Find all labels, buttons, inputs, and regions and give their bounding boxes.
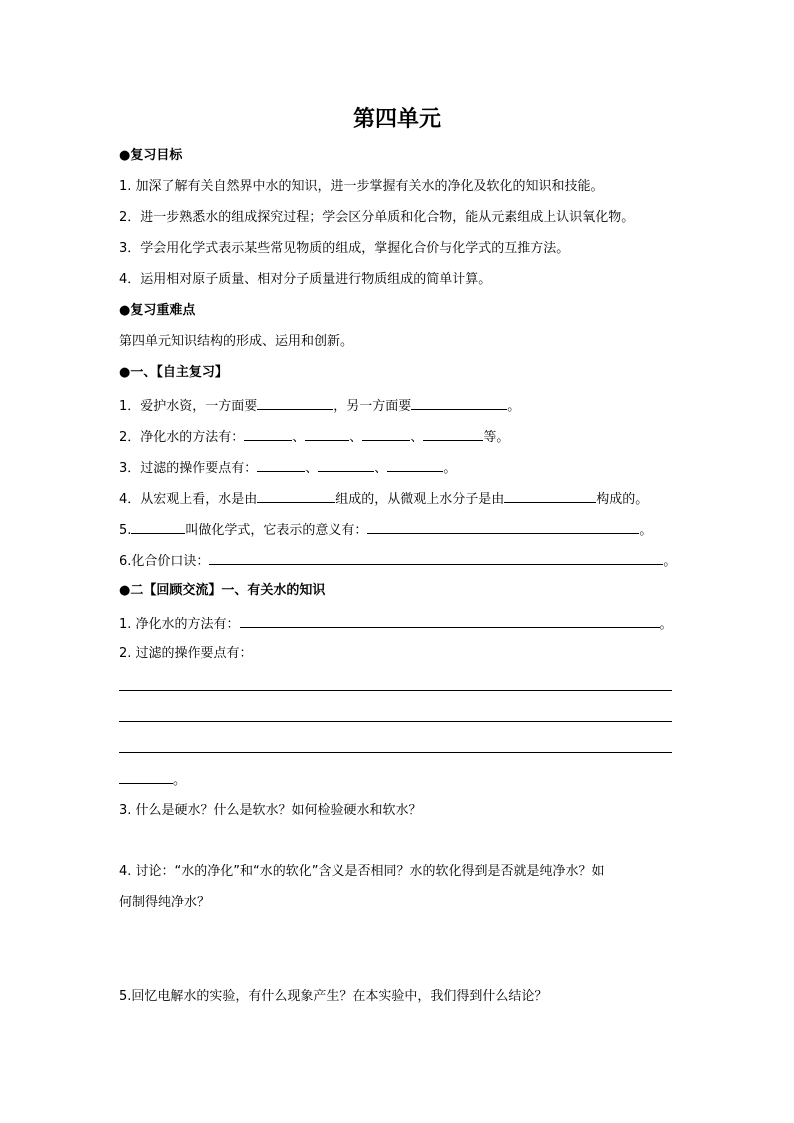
exchange-q2-tail: [119, 770, 186, 790]
answer-blank[interactable]: [504, 489, 596, 503]
self-q1-text-b: ，另一方面要: [333, 399, 412, 414]
answer-blank[interactable]: [257, 396, 333, 410]
self-q6-text-a: 6.化合价口诀：: [119, 554, 210, 569]
exchange-q1: [119, 614, 673, 634]
separator: 、: [292, 430, 306, 445]
answer-blank[interactable]: [423, 427, 483, 441]
answer-blank[interactable]: [411, 396, 507, 410]
self-q3-text-a: 3．过滤的操作要点有：: [119, 461, 258, 476]
key-heading: ●复习重难点: [119, 303, 196, 318]
separator: 、: [410, 430, 424, 445]
self-q5-text-b: 叫做化学式，它表示的意义有：: [185, 523, 368, 538]
exchange-q3: 3. 什么是硬水？什么是软水？如何检验硬水和软水？: [119, 803, 422, 818]
goal-item-4: 4．运用相对原子质量、相对分子质量进行物质组成的简单计算。: [119, 272, 492, 287]
separator: 、: [349, 430, 363, 445]
answer-blank[interactable]: [305, 427, 349, 441]
answer-blank[interactable]: [119, 770, 173, 784]
answer-blank[interactable]: [240, 614, 660, 628]
answer-blank[interactable]: [318, 458, 374, 472]
goals-heading: ●复习目标: [119, 148, 183, 163]
exchange-q2: 2. 过滤的操作要点有：: [119, 646, 253, 661]
exchange-q1-text-a: 1. 净化水的方法有：: [119, 617, 240, 632]
goal-item-3: 3．学会用化学式表示某些常见物质的组成，掌握化合价与化学式的互推方法。: [119, 241, 570, 256]
exchange-q4-line2: 何制得纯净水？: [119, 895, 211, 910]
self-q4-text-c: 构成的。: [596, 492, 649, 507]
self-q5: [119, 520, 652, 540]
goal-item-1: 1. 加深了解有关自然界中水的知识，进一步掌握有关水的净化及软化的知识和技能。: [119, 179, 604, 194]
self-q5-text-a: 5.: [119, 523, 132, 538]
self-q6-text-c: 。: [663, 554, 677, 569]
exchange-q2-end: 。: [173, 773, 187, 788]
self-q3-end: 。: [443, 461, 457, 476]
exchange-q1-text-c: 。: [659, 617, 673, 632]
self-q4-text-a: 4．从宏观上看，水是由: [119, 492, 258, 507]
answer-blank[interactable]: [367, 520, 639, 534]
self-q2-text-a: 2．净化水的方法有：: [119, 430, 245, 445]
answer-blank[interactable]: [387, 458, 443, 472]
answer-blank[interactable]: [131, 520, 185, 534]
self-q6: [119, 551, 676, 571]
self-q1-text-c: 。: [507, 399, 521, 414]
goal-item-2: 2．进一步熟悉水的组成探究过程；学会区分单质和化合物，能从元素组成上认识氧化物。: [119, 210, 635, 225]
answer-line[interactable]: [119, 721, 672, 722]
self-review-heading: ●一、【自主复习】: [119, 365, 228, 380]
answer-blank[interactable]: [257, 489, 335, 503]
self-q4-text-b: 组成的，从微观上水分子是由: [335, 492, 505, 507]
answer-blank[interactable]: [209, 551, 663, 565]
page-title: 第四单元: [352, 107, 441, 132]
self-q2: [119, 427, 509, 447]
answer-blank[interactable]: [362, 427, 410, 441]
exchange-q4-line1: 4. 讨论：“水的净化”和“水的软化”含义是否相同？水的软化得到是否就是纯净水？如: [119, 864, 605, 879]
self-q4: [119, 489, 648, 509]
separator: 、: [374, 461, 388, 476]
key-text: 第四单元知识结构的形成、运用和创新。: [119, 334, 354, 349]
exchange-heading: ●二【回顾交流】一、有关水的知识: [119, 583, 326, 598]
answer-blank[interactable]: [244, 427, 292, 441]
answer-blank[interactable]: [257, 458, 305, 472]
self-q3: [119, 458, 456, 478]
exchange-q5: 5.回忆电解水的实验，有什么现象产生？在本实验中，我们得到什么结论？: [119, 989, 548, 1004]
self-q1: [119, 396, 520, 416]
self-q2-end: 等。: [483, 430, 510, 445]
self-q1-text-a: 1．爱护水资，一方面要: [119, 399, 258, 414]
self-q5-text-c: 。: [639, 523, 653, 538]
answer-line[interactable]: [119, 690, 672, 691]
answer-line[interactable]: [119, 752, 672, 753]
separator: 、: [305, 461, 319, 476]
